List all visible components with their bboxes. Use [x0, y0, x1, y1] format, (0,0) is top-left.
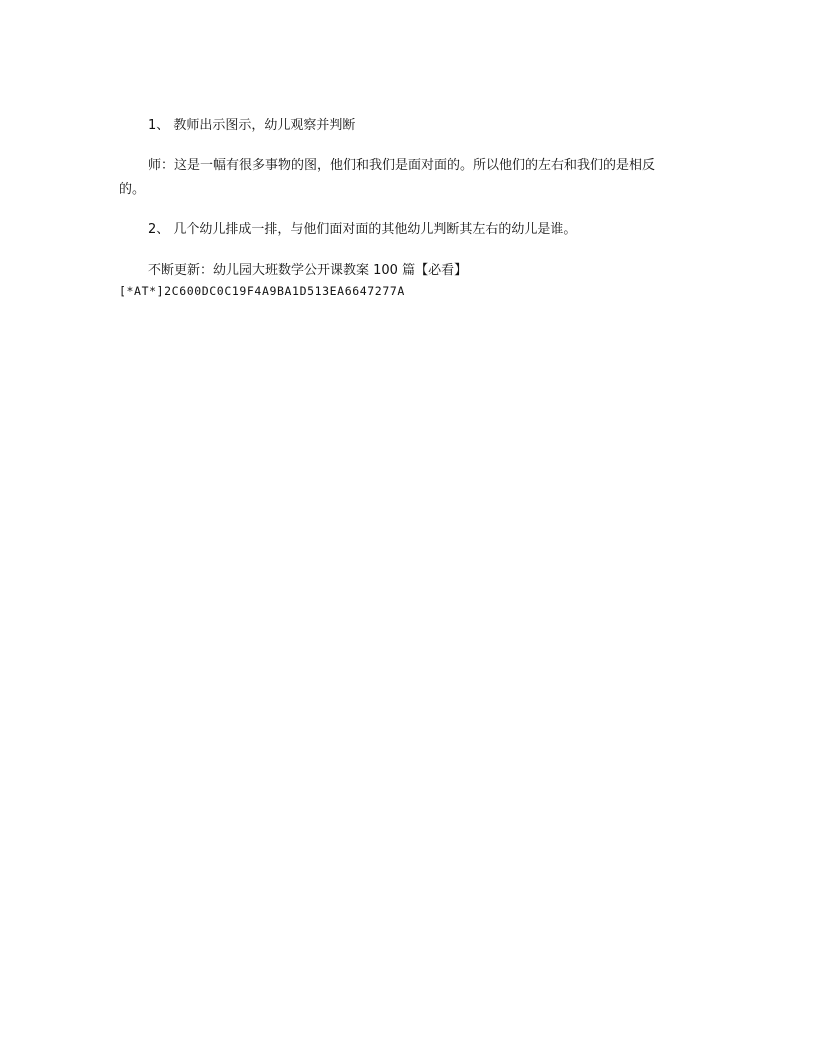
- document-code: [*AT*]2C600DC0C19F4A9BA1D513EA6647277A: [119, 284, 405, 298]
- update-notice-text: 不断更新：幼儿园大班数学公开课教案 100 篇【必看】: [148, 263, 468, 278]
- step-one-text: 1、 教师出示图示，幼儿观察并判断: [148, 118, 356, 133]
- teacher-speech-line-1: 师：这是一幅有很多事物的图，他们和我们是面对面的。所以他们的左右和我们的是相反: [148, 158, 656, 173]
- step-two-text: 2、 几个幼儿排成一排，与他们面对面的其他幼儿判断其左右的幼儿是谁。: [148, 222, 577, 237]
- teacher-speech-line-2: 的。: [119, 182, 146, 197]
